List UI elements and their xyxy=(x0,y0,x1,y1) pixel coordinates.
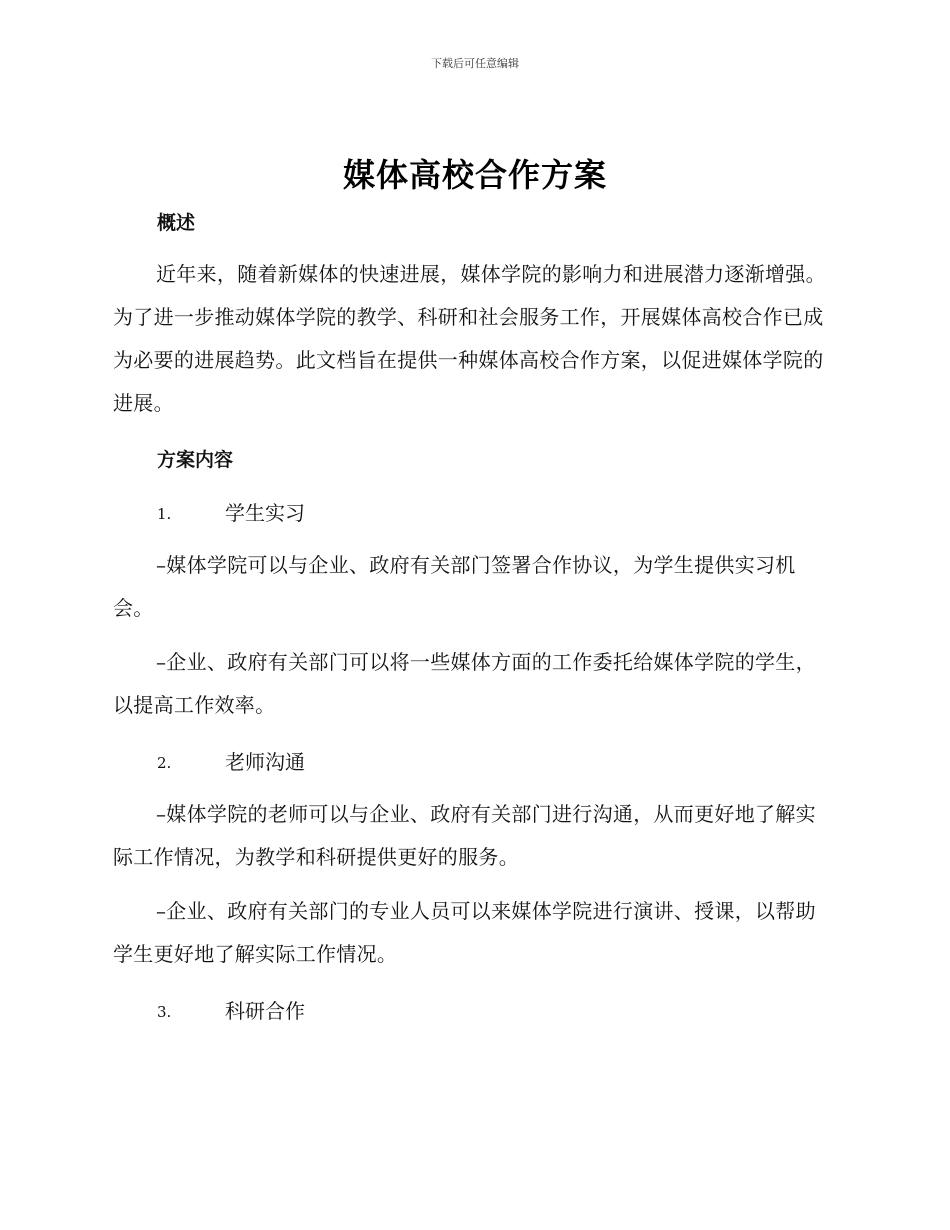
item-number: 3. xyxy=(157,1003,172,1021)
plan-item-3 xyxy=(157,995,305,1024)
item-label: 学生实习 xyxy=(225,501,305,525)
item-number: 1. xyxy=(157,505,172,523)
section-heading-plan: 方案内容 xyxy=(157,449,234,471)
item-number: 2. xyxy=(157,754,172,772)
document-title: 媒体高校合作方案 xyxy=(342,156,607,194)
section-heading-overview: 概述 xyxy=(157,212,196,234)
plan-item-1-point-2: –企业、政府有关部门可以将一些媒体方面的工作委托给媒体学院的学生，以提高工作效率。 xyxy=(113,650,816,717)
header-note: 下载后可任意编辑 xyxy=(431,57,519,70)
plan-item-1-point-1: –媒体学院可以与企业、政府有关部门签署合作协议，为学生提供实习机会。 xyxy=(113,553,796,620)
plan-item-2-point-2: –企业、政府有关部门的专业人员可以来媒体学院进行演讲、授课，以帮助学生更好地了解实际工作情况。 xyxy=(113,899,816,966)
overview-paragraph: 近年来，随着新媒体的快速进展，媒体学院的影响力和进展潜力逐渐增强。为了进一步推动媒体学院的教学、科研和社会服务工作，开展媒体高校合作已成为必要的进展趋势。此文档旨在提供一种媒体高校合作方案，以促进媒体学院的进展。 xyxy=(113,262,826,415)
item-label: 科研合作 xyxy=(225,999,305,1023)
plan-item-2-point-1: –媒体学院的老师可以与企业、政府有关部门进行沟通，从而更好地了解实际工作情况，为教学和科研提供更好的服务。 xyxy=(113,802,816,869)
plan-item-2 xyxy=(157,746,305,775)
plan-item-1 xyxy=(157,497,305,526)
item-label: 老师沟通 xyxy=(225,750,305,774)
